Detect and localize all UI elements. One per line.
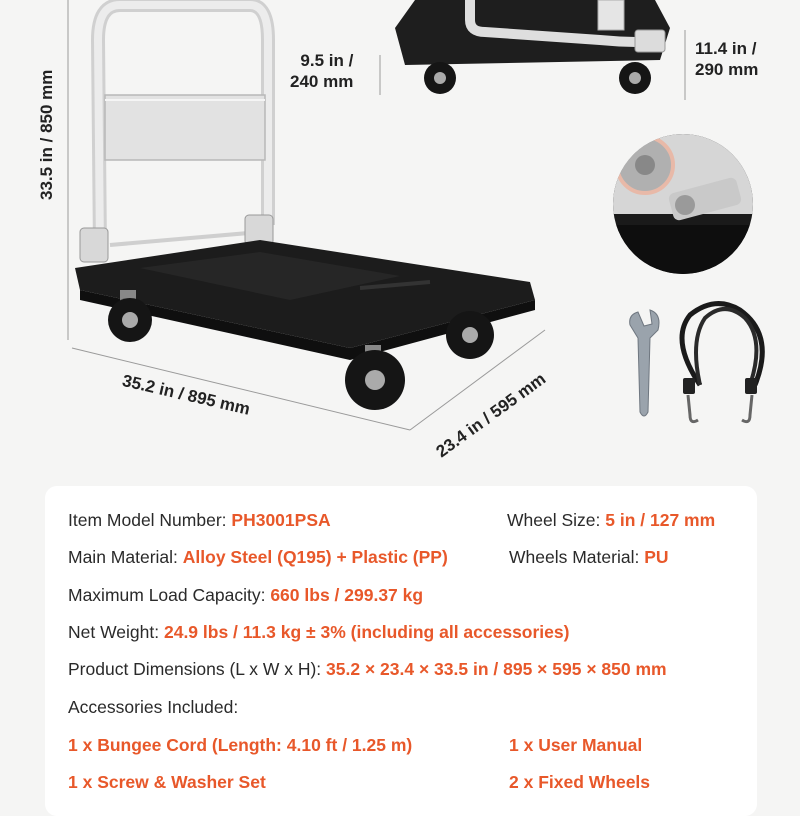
folded-cart-image	[395, 0, 670, 94]
weight-row	[68, 622, 569, 643]
accessories-heading: Accessories Included:	[68, 697, 239, 717]
accessory-item: 1 x Screw & Washer Set	[68, 772, 266, 792]
model-row	[68, 510, 331, 531]
accessory-item: 2 x Fixed Wheels	[509, 772, 651, 792]
dimensions-row	[68, 659, 667, 680]
load-row	[68, 585, 423, 606]
accessory-item: 1 x User Manual	[509, 735, 643, 755]
bungee-cord-image	[682, 304, 762, 422]
folded-height-line1: 11.4 in /	[695, 39, 757, 58]
weight-value: 24.9 lbs / 11.3 kg ± 3% (including all accessories)	[163, 622, 570, 642]
load-label: Maximum Load Capacity:	[68, 585, 266, 605]
deck-height-line2: 240 mm	[290, 72, 354, 92]
material-row	[68, 547, 448, 568]
model-value: PH3001PSA	[231, 510, 331, 530]
width-dimension-label: 23.4 in / 595 mm	[432, 369, 550, 462]
wheel-size-label: Wheel Size:	[507, 510, 601, 530]
hinge-closeup-image	[613, 134, 753, 285]
wheels-material-label: Wheels Material:	[509, 547, 640, 567]
folded-height-line2: 290 mm	[695, 60, 759, 80]
model-label: Item Model Number:	[68, 510, 227, 530]
load-value: 660 lbs / 299.37 kg	[270, 585, 424, 605]
deck-height-line1: 9.5 in /	[300, 51, 354, 70]
wheels-material-row	[509, 547, 669, 568]
folded-height-label	[695, 38, 758, 81]
accessory-item: 1 x Bungee Cord (Length: 4.10 ft / 1.25 m)	[68, 735, 413, 755]
weight-label: Net Weight:	[68, 622, 160, 642]
wheel-size-value: 5 in / 127 mm	[605, 510, 716, 530]
material-value: Alloy Steel (Q195) + Plastic (PP)	[182, 547, 448, 567]
dimensions-value: 35.2 × 23.4 × 33.5 in / 895 × 595 × 850 mm	[326, 659, 667, 679]
wheel-size-row	[507, 510, 715, 531]
height-dimension-label: 33.5 in / 850 mm	[37, 69, 56, 200]
wrench-image	[630, 310, 659, 416]
length-dimension-label: 35.2 in / 895 mm	[120, 370, 252, 419]
spec-card	[45, 486, 757, 816]
deck-height-label	[290, 50, 353, 93]
cart-handle	[80, 5, 273, 262]
material-label: Main Material:	[68, 547, 178, 567]
wheels-material-value: PU	[644, 547, 669, 567]
dimensions-label: Product Dimensions (L x W x H):	[68, 659, 322, 679]
